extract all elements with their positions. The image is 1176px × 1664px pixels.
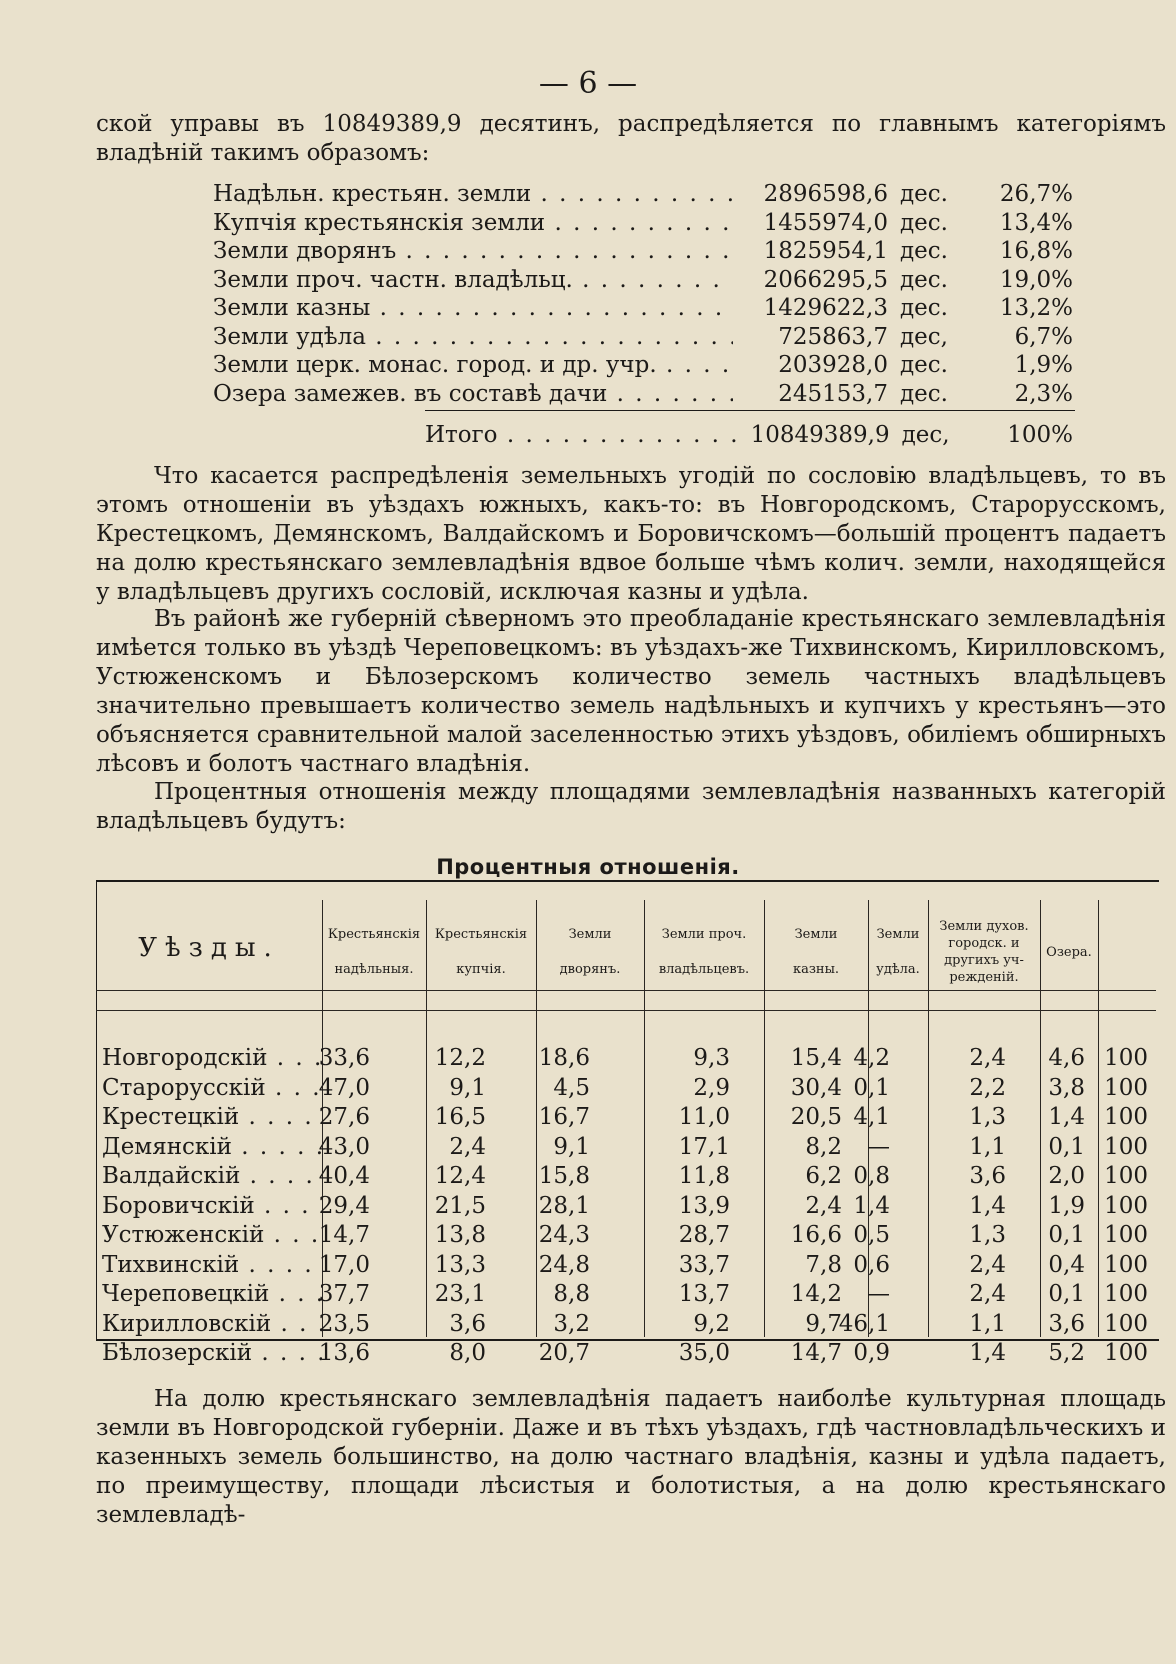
table-cell: 0,1: [853, 1074, 890, 1101]
table-cell: 100: [1104, 1045, 1148, 1071]
table-cell: 1,4: [969, 1192, 1006, 1219]
table-cell: 1,4: [1048, 1104, 1085, 1130]
table-cell: 8,8: [553, 1281, 590, 1307]
table-cell: 16,6: [790, 1222, 842, 1248]
table-cell: 3,6: [1048, 1310, 1085, 1337]
distribution-value: 2896598,6: [763, 181, 888, 207]
distribution-row: [213, 352, 1073, 381]
table-cell: 100: [1104, 1340, 1148, 1366]
distribution-percent: 26,7%: [999, 181, 1073, 207]
land-distribution-list: [213, 181, 1073, 409]
table-row: [96, 1193, 1158, 1223]
table-cell: 1,1: [969, 1133, 1006, 1160]
distribution-percent: 13,2%: [999, 295, 1073, 321]
distribution-value: 1825954,1: [763, 238, 888, 264]
table-cell: 43,0: [318, 1133, 370, 1160]
table-cell: 18,6: [538, 1045, 590, 1071]
table-cell: 28,1: [538, 1192, 590, 1219]
distribution-label: Озера замежев. въ составѣ дачи . . .: [213, 381, 733, 407]
header-line: владѣльцевъ.: [658, 962, 750, 977]
table-cell: 100: [1104, 1251, 1148, 1278]
header-line: дворянъ.: [559, 962, 621, 977]
row-uezd-name: Кирилловскій . . .: [102, 1311, 322, 1337]
table-cell: 12,2: [434, 1045, 486, 1071]
table-cell: 100: [1104, 1222, 1148, 1248]
distribution-percent: 13,4%: [999, 209, 1073, 236]
table-cell: 100: [1104, 1281, 1148, 1307]
header-line: Земли проч.: [661, 927, 747, 942]
total-divider: [425, 410, 1075, 411]
distribution-label: Земли удѣла . . .: [213, 324, 733, 350]
table-row: [96, 1163, 1158, 1193]
table-cell: 0,9: [853, 1340, 890, 1366]
table-cell: —: [867, 1281, 890, 1307]
header-line: Озера.: [1046, 944, 1092, 960]
table-cell: 2,0: [1048, 1163, 1085, 1189]
table-cell: 13,6: [318, 1340, 370, 1366]
row-uezd-name: Тихвинскій . . .: [102, 1252, 322, 1278]
table-cell: 100: [1104, 1133, 1148, 1160]
table-header-cell: [764, 910, 868, 994]
page-number: — 6 —: [538, 66, 638, 101]
table-cell: 21,5: [434, 1192, 486, 1219]
header-line: Земли духов.: [939, 919, 1029, 934]
distribution-value: 1429622,3: [763, 295, 888, 321]
table-cell: 14,2: [790, 1281, 842, 1307]
distribution-label: Надѣльн. крестьян. земли . . .: [213, 181, 733, 207]
distribution-percent: 1,9%: [1014, 352, 1073, 378]
table-cell: 1,4: [853, 1192, 890, 1219]
table-cell: 100: [1104, 1163, 1148, 1189]
table-cell: 28,7: [678, 1222, 730, 1248]
distribution-unit: дес.: [900, 181, 948, 207]
table-cell: 0,4: [1048, 1251, 1085, 1278]
distribution-value: 725863,7: [778, 323, 888, 350]
row-uezd-name: Новгородскій . . .: [102, 1045, 322, 1071]
distribution-unit: дес.: [900, 266, 948, 293]
header-line: Крестьянскія: [327, 927, 421, 942]
table-cell: 23,1: [434, 1281, 486, 1307]
table-cell: 15,4: [790, 1045, 842, 1071]
table-header-cell: [928, 910, 1040, 994]
table-cell: 20,7: [538, 1340, 590, 1366]
table-cell: 16,7: [538, 1104, 590, 1130]
table-cell: 13,7: [678, 1281, 730, 1307]
table-cell: 100: [1104, 1074, 1148, 1101]
table-cell: 27,6: [318, 1104, 370, 1130]
table-row: [96, 1281, 1158, 1311]
table-cell: 2,9: [693, 1074, 730, 1101]
paragraph-ratios-intro: Процентныя отношенія между площадями землевладѣнія названныхъ категорій владѣльцевъ будутъ:: [96, 779, 1166, 834]
distribution-percent: 6,7%: [1014, 323, 1073, 350]
table-cell: 13,3: [434, 1251, 486, 1278]
total-unit: дес,: [901, 422, 950, 448]
header-line: другихъ уч-: [944, 953, 1024, 968]
table-cell: 33,6: [318, 1045, 370, 1071]
table-cell: 29,4: [318, 1192, 370, 1219]
table-cell: 17,0: [318, 1251, 370, 1278]
table-cell: 3,8: [1048, 1074, 1085, 1101]
table-cell: 9,1: [449, 1074, 486, 1101]
table-cell: 0,1: [1048, 1133, 1085, 1160]
distribution-unit: дес,: [900, 323, 948, 350]
table-cell: 4,2: [853, 1045, 890, 1071]
table-cell: 0,6: [853, 1251, 890, 1278]
table-row: [96, 1340, 1158, 1370]
distribution-unit: дес.: [900, 209, 948, 236]
distribution-total-row: [425, 422, 1073, 448]
table-cell: 8,0: [449, 1340, 486, 1366]
table-cell: 13,8: [434, 1222, 486, 1248]
table-cell: 12,4: [434, 1163, 486, 1189]
table-row: [96, 1104, 1158, 1134]
table-cell: 14,7: [318, 1222, 370, 1248]
table-cell: 46,1: [838, 1310, 890, 1337]
table-cell: 47,0: [318, 1074, 370, 1101]
table-cell: 3,6: [969, 1163, 1006, 1189]
table-cell: 6,2: [805, 1163, 842, 1189]
table-cell: 0,5: [853, 1222, 890, 1248]
row-uezd-name: Демянскій . . .: [102, 1134, 322, 1160]
table-cell: 33,7: [678, 1251, 730, 1278]
table-header-cell: [644, 910, 764, 994]
table-cell: 2,4: [969, 1281, 1006, 1307]
distribution-unit: дес.: [900, 352, 948, 378]
header-line: казны.: [792, 962, 840, 977]
header-line: Земли: [876, 927, 920, 942]
table-cell: 0,1: [1048, 1281, 1085, 1307]
distribution-label: Земли дворянъ . . .: [213, 238, 733, 264]
total-percent: 100%: [1007, 422, 1073, 448]
distribution-row: [213, 238, 1073, 267]
distribution-row: [213, 267, 1073, 296]
table-cell: 13,9: [678, 1192, 730, 1219]
distribution-label: Земли церк. монас. город. и др. учр. . . .: [213, 352, 733, 378]
distribution-unit: дес.: [900, 295, 948, 321]
distribution-value: 245153,7: [778, 380, 888, 407]
distribution-row: [213, 295, 1073, 324]
header-line: Земли: [568, 927, 612, 942]
table-cell: 1,3: [969, 1104, 1006, 1130]
table-cell: 3,6: [449, 1310, 486, 1337]
distribution-percent: 19,0%: [999, 266, 1073, 293]
closing-paragraph: На долю крестьянскаго землевладѣнія падаетъ наиболѣе культурная площадь земли въ Новгородской губерніи. Даже и въ тѣхъ уѣздахъ, гдѣ частновладѣльческихъ и казенныхъ земель большинство, на долю частнаго владѣнія, казны и удѣла падаетъ, по преимуществу, площади лѣсистыя и болотистыя, а на долю крестьянскаго землевладѣ-: [96, 1386, 1166, 1528]
table-cell: 9,7: [805, 1310, 842, 1337]
table-cell: 9,3: [693, 1045, 730, 1071]
table-cell: 24,3: [538, 1222, 590, 1248]
table-cell: 14,7: [790, 1340, 842, 1366]
table-cell: 40,4: [318, 1163, 370, 1189]
table-cell: 4,1: [853, 1104, 890, 1130]
table-header-cell: [1098, 910, 1158, 994]
distribution-value: 1455974,0: [763, 209, 888, 236]
header-line: Земли: [794, 927, 838, 942]
total-label: Итого . . .: [425, 422, 736, 448]
table-cell: 0,1: [1048, 1222, 1085, 1248]
intro-paragraph: ской управы въ 10849389,9 десятинъ, распредѣляется по главнымъ категоріямъ владѣній такимъ образомъ:: [96, 111, 1166, 166]
header-uezd: Уѣзды.: [138, 933, 280, 963]
distribution-unit: дес.: [900, 380, 948, 407]
table-cell: 8,2: [805, 1133, 842, 1160]
table-cell: 16,5: [434, 1104, 486, 1130]
table-cell: 1,9: [1048, 1192, 1085, 1219]
distribution-label: Земли казны . . .: [213, 295, 733, 321]
table-cell: 100: [1104, 1310, 1148, 1337]
paragraph-north: Въ районѣ же губерній сѣверномъ это преобладаніе крестьянскаго землевладѣнія имѣется только въ уѣздѣ Череповецкомъ: въ уѣздахъ-же Тихвинскомъ, Кирилловскомъ, Устюженскомъ и Бѣлозерскомъ количество земель частныхъ владѣльцевъ значительно превышаетъ количество земель надѣльныхъ и купчихъ у крестьянъ—это объясняется сравнительной малой заселенностью этихъ уѣздовъ, обиліемъ обширныхъ лѣсовъ и болотъ частнаго владѣнія.: [96, 606, 1166, 777]
row-uezd-name: Старорусскій . . .: [102, 1075, 322, 1101]
table-header-cell: [1040, 910, 1098, 994]
table-cell: 0,8: [853, 1163, 890, 1189]
table-cell: 11,8: [678, 1163, 730, 1189]
distribution-label: Земли проч. частн. владѣльц. . . .: [213, 267, 733, 293]
table-header-cell: [536, 910, 644, 994]
table-cell: 2,4: [969, 1045, 1006, 1071]
table-cell: 100: [1104, 1104, 1148, 1130]
distribution-percent: 2,3%: [1014, 380, 1073, 407]
table-cell: 2,4: [805, 1192, 842, 1219]
table-cell: 5,2: [1048, 1340, 1085, 1366]
header-line: купчія.: [456, 962, 506, 977]
table-cell: 4,6: [1048, 1045, 1085, 1071]
row-uezd-name: Боровичскій . . .: [102, 1193, 322, 1219]
table-cell: 1,3: [969, 1222, 1006, 1248]
table-cell: 100: [1104, 1192, 1148, 1219]
table-cell: 2,2: [969, 1074, 1006, 1101]
table-cell: 20,5: [790, 1104, 842, 1130]
table-cell: 1,4: [969, 1340, 1006, 1366]
table-cell: 7,8: [805, 1251, 842, 1278]
header-rule: [96, 1010, 1156, 1011]
distribution-percent: 16,8%: [999, 238, 1073, 264]
table-row: [96, 1222, 1158, 1252]
table-header-cell: [426, 910, 536, 994]
table-row: [96, 1045, 1158, 1075]
table-title: Процентныя отношенія.: [436, 855, 740, 879]
distribution-row: [213, 210, 1073, 239]
distribution-value: 2066295,5: [763, 266, 888, 293]
table-cell: 24,8: [538, 1251, 590, 1278]
table-cell: —: [867, 1133, 890, 1160]
total-value: 10849389,9: [750, 422, 890, 448]
table-cell: 4,5: [553, 1074, 590, 1101]
table-cell: 37,7: [318, 1281, 370, 1307]
table-cell: 30,4: [790, 1074, 842, 1101]
distribution-row: [213, 324, 1073, 353]
table-row: [96, 1134, 1158, 1164]
distribution-unit: дес.: [900, 238, 948, 264]
table-cell: 35,0: [678, 1340, 730, 1366]
row-uezd-name: Бѣлозерскій . . .: [102, 1340, 322, 1366]
paragraph-estates: Что касается распредѣленія земельныхъ угодій по сословію владѣльцевъ, то въ этомъ отношеніи въ уѣздахъ южныхъ, какъ-то: въ Новгородскомъ, Старорусскомъ, Крестецкомъ, Демянскомъ, Валдайскомъ и Боровичскомъ—большій процентъ падаетъ на долю крестьянскаго землевладѣнія вдвое больше чѣмъ колич. земли, находящейся у владѣльцевъ другихъ сословій, исключая казны и удѣла.: [96, 463, 1166, 605]
table-cell: 3,2: [553, 1310, 590, 1337]
row-uezd-name: Устюженскій . . .: [102, 1222, 322, 1248]
table-row: [96, 1075, 1158, 1105]
table-cell: 23,5: [318, 1310, 370, 1337]
header-line: Крестьянскія: [434, 927, 528, 942]
row-uezd-name: Череповецкій . . .: [102, 1281, 322, 1307]
table-cell: 2,4: [969, 1251, 1006, 1278]
table-cell: 17,1: [678, 1133, 730, 1160]
header-line: удѣла.: [876, 962, 920, 977]
distribution-value: 203928,0: [778, 352, 888, 378]
table-cell: 1,1: [969, 1310, 1006, 1337]
distribution-label: Купчія крестьянскія земли . . .: [213, 210, 733, 236]
table-cell: 9,2: [693, 1310, 730, 1337]
table-cell: 9,1: [553, 1133, 590, 1160]
distribution-row: [213, 181, 1073, 210]
header-line: городск. и: [948, 936, 1020, 951]
table-header-cell: [322, 910, 426, 994]
distribution-row: [213, 381, 1073, 410]
header-line: надѣльныя.: [334, 962, 414, 977]
table-cell: 2,4: [449, 1133, 486, 1160]
table-header-cell: [868, 910, 928, 994]
table-row: [96, 1252, 1158, 1282]
table-row: [96, 1311, 1158, 1341]
row-uezd-name: Валдайскій . . .: [102, 1163, 322, 1189]
table-cell: 11,0: [678, 1104, 730, 1130]
table-cell: 15,8: [538, 1163, 590, 1189]
header-line: реждeній.: [949, 970, 1019, 985]
row-uezd-name: Крестецкій . . .: [102, 1104, 322, 1130]
